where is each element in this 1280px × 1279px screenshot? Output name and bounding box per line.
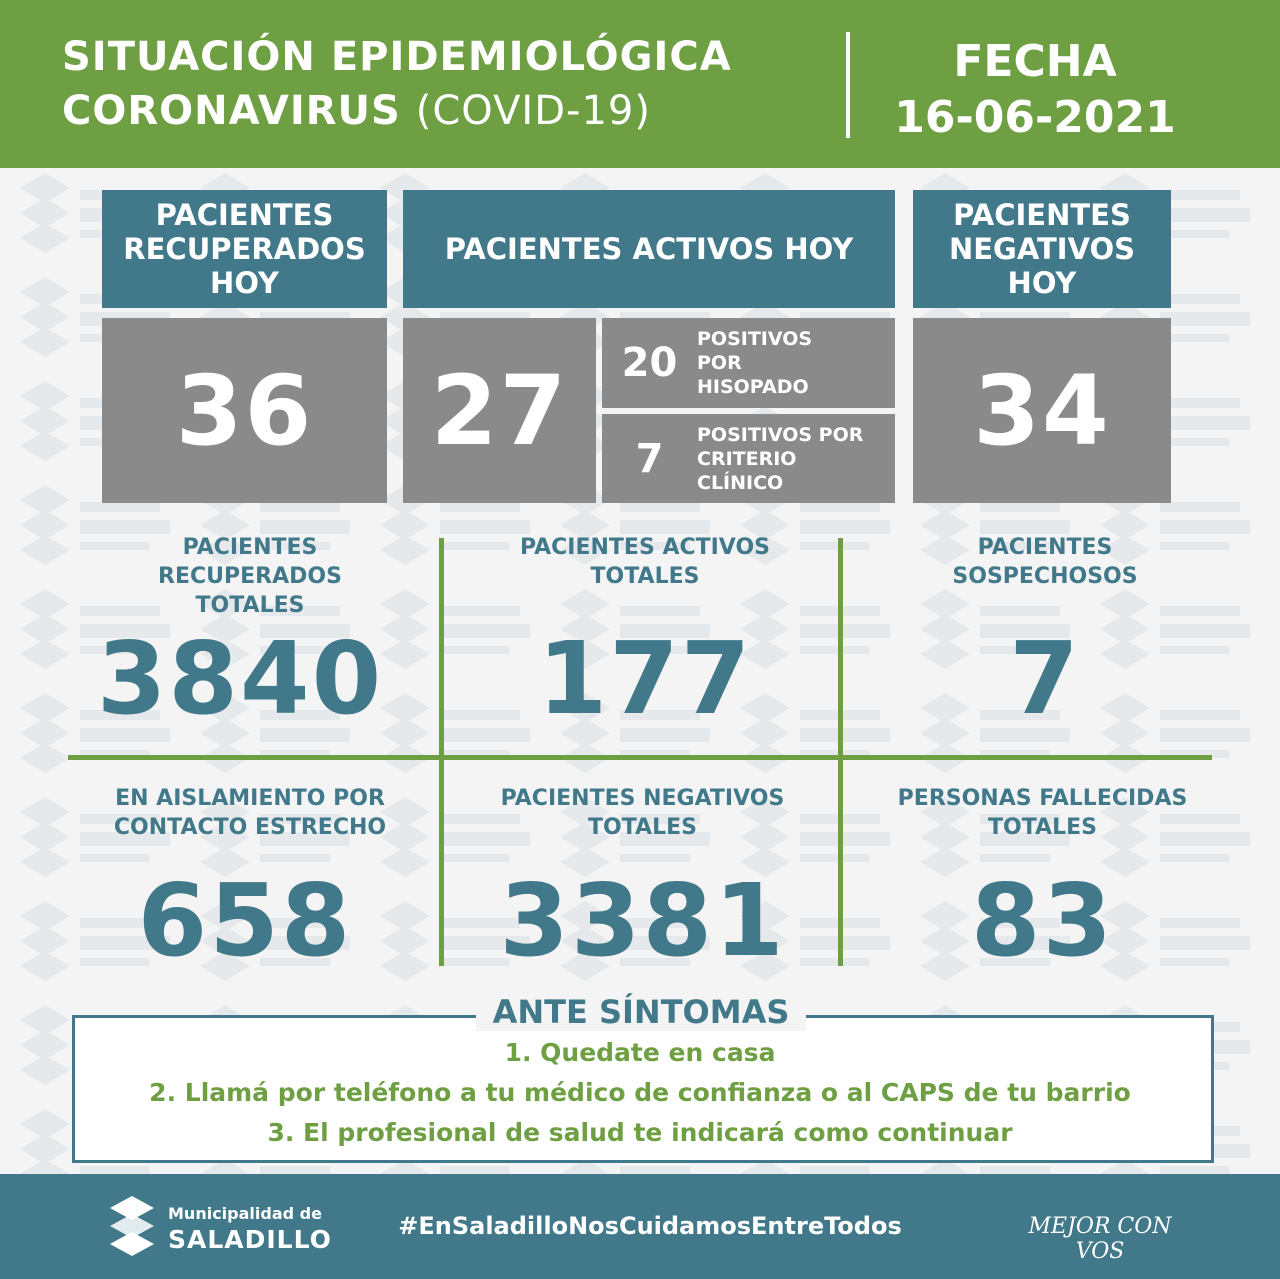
header-banner — [0, 0, 1280, 168]
recovered-total-label — [90, 533, 410, 620]
subtitle-bold: CORONAVIRUS — [62, 88, 401, 134]
subtitle-light: (COVID-19) — [415, 88, 651, 134]
clinical-positive-label: POSITIVOS POR CRITERIO CLÍNICO — [697, 423, 864, 494]
recovered-total-label-text: PACIENTES RECUPERADOS TOTALES — [158, 535, 342, 618]
negative-total-label — [455, 784, 830, 842]
header-divider — [846, 32, 850, 138]
symptom-step-1: 1. Quedate en casa — [504, 1038, 776, 1067]
tagline-text: MEJOR CON VOS — [1028, 1214, 1172, 1264]
recovered-today-box — [102, 318, 387, 503]
negative-today-value: 34 — [973, 354, 1111, 467]
grid-divider-right — [838, 538, 843, 966]
active-today-label: PACIENTES ACTIVOS HOY — [444, 232, 854, 266]
date-label: FECHA — [953, 36, 1117, 87]
isolation-label-text: EN AISLAMIENTO POR CONTACTO ESTRECHO — [113, 786, 387, 840]
active-today-box — [403, 318, 596, 503]
page-title: SITUACIÓN EPIDEMIOLÓGICA — [62, 34, 732, 80]
hashtag-text: #EnSaladilloNosCuidamosEntreTodos — [398, 1212, 902, 1240]
suspected-label-text: PACIENTES SOSPECHOSOS — [952, 535, 1138, 589]
active-total-label-text: PACIENTES ACTIVOS TOTALES — [520, 535, 770, 589]
negative-total-value: 3381 — [499, 862, 786, 979]
active-total-label — [460, 533, 830, 591]
recovered-total-value: 3840 — [96, 620, 384, 737]
active-today-header — [403, 190, 895, 308]
symptom-step-2: 2. Llamá por teléfono a tu médico de confianza o al CAPS de tu barrio — [149, 1078, 1131, 1107]
municipality-name: SALADILLO — [168, 1225, 332, 1254]
active-total-value: 177 — [537, 620, 753, 737]
suspected-label — [860, 533, 1230, 591]
negative-today-box — [913, 318, 1171, 503]
deceased-value: 83 — [970, 862, 1115, 979]
municipality-small-text: Municipalidad de — [168, 1204, 322, 1223]
clinical-positive-value: 7 — [635, 435, 664, 482]
footer-bar — [0, 1174, 1280, 1279]
symptoms-title: ANTE SÍNTOMAS — [476, 993, 806, 1031]
deceased-label-text: PERSONAS FALLECIDAS TOTALES — [897, 786, 1188, 840]
active-today-value: 27 — [430, 354, 569, 467]
isolation-label — [60, 784, 440, 842]
grid-divider-horizontal — [68, 755, 1212, 760]
negative-today-label: PACIENTES NEGATIVOS HOY — [948, 198, 1136, 300]
deceased-label — [855, 784, 1230, 842]
page-subtitle — [62, 88, 651, 134]
negative-total-label-text: PACIENTES NEGATIVOS TOTALES — [500, 786, 785, 840]
grid-divider-left — [439, 538, 444, 966]
date-value: 16-06-2021 — [894, 92, 1176, 143]
isolation-value: 658 — [137, 862, 353, 979]
recovered-today-header — [102, 190, 387, 308]
suspected-value: 7 — [1009, 620, 1081, 737]
saladillo-logo-icon — [102, 1194, 162, 1258]
swab-positive-box — [602, 318, 895, 408]
negative-today-header — [913, 190, 1171, 308]
recovered-today-value: 36 — [175, 354, 314, 467]
symptom-step-3: 3. El profesional de salud te indicará como continuar — [267, 1118, 1013, 1147]
clinical-positive-box — [602, 414, 895, 503]
swab-positive-value: 20 — [621, 340, 678, 386]
swab-positive-label: POSITIVOS POR HISOPADO — [697, 328, 813, 398]
recovered-today-label: PACIENTES RECUPERADOS HOY — [123, 198, 366, 300]
